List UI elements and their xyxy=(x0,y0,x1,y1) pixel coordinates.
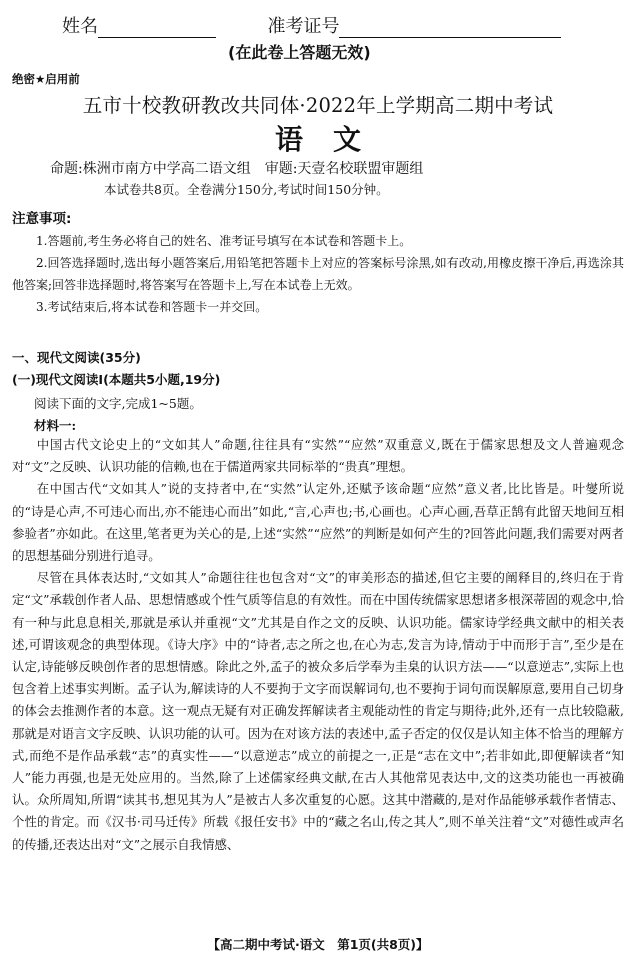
exam-info-line: 本试卷共8页。全卷满分150分,考试时间150分钟。 xyxy=(104,182,389,197)
name-blank xyxy=(98,17,216,38)
confidential-mark: 绝密★启用前 xyxy=(12,72,80,86)
exam-number-label: 准考证号 xyxy=(267,16,340,37)
note-item-1: 1.答题前,考生务必将自己的姓名、准考证号填写在本试卷和答题卡上。 xyxy=(36,234,412,248)
passage-paragraph-1: 中国古代文论史上的“文如其人”命题,往往具有“实然”“应然”双重意义,既在于儒家思想及文人普遍观念对“文”之反映、认识功能的信赖,也在于儒道两家共同标举的“贵真”理想。 xyxy=(12,437,624,475)
passage-paragraph-2: 在中国古代“文如其人”说的支持者中,在“实然”认定外,还赋予该命题“应然”意义者,比比皆是。叶燮所说的“诗是心声,不可违心而出,亦不能违心而出”如此,“言,心声也;书,心画也。心声心画,吾草正鹄有此留天地间互相参验者”亦如此。在这里,笔者更为关心的是,上述“实然”“应然”的判断是如何产生的?回答此问题,我们需要对两者的思想基础分别进行追寻。 xyxy=(12,481,624,564)
section-title: 一、现代文阅读(35分) xyxy=(12,350,141,365)
reading-instruction: 阅读下面的文字,完成1~5题。 xyxy=(34,396,202,411)
passage-paragraph-3: 尽管在具体表达时,“文如其人”命题往往也包含对“文”的审美形态的描述,但它主要的阐释目的,终归在于肯定“文”承载创作者人品、思想情感或个性气质等信息的有效性。而在中国传统儒家思想诸多根深蒂固的观念中,恰有一种与此息息相关,那就是承认并重视“文”尤其是自作之文的反映、认识功能。儒家诗学经典文献中的相关表述,可谓该观念的典型体现。《诗大序》中的“诗者,志之所之也,在心为志,发言为诗,情动于中而形于言”,至少是在认定,诗能够反映创作者的思想情感。除此之外,孟子的被众多后学奉为圭臬的认识方法——“以意逆志”,实际上也包含着上述事实判断。孟子认为,解读诗的人不要拘于文字而误解词句,也不要拘于词句而误解原意,要用自己切身的体会去推测作者的本意。这一观点无疑有对正确发挥解读者主观能动性的肯定与期待;此外,还有一点比较隐蔽,那就是对语言文字反映、认识功能的认可。因为在对该方法的表述中,孟子否定的仅仅是认知主体不恰当的理解方式,而绝不是作品承载“志”的真实性——“以意逆志”成立的前提之一,正是“志在文中”;若非如此,即便解读者“知人”能力再强,也是无处应用的。当然,除了上述儒家经典文献,在古人其他常见表达中,文的这类功能也一再被确认。众所周知,所谓“读其书,想见其为人”是被古人多次重复的心愿。这其中潜藏的,是对作品能够承载作者情志、个性的肯定。而《汉书·司马迁传》所载《报任安书》中的“藏之名山,传之其人”,则不单关注着“文”对德性或声名的传播,还表达出对“文”之展示自我情感、 xyxy=(12,570,624,852)
page-footer: 【高二期中考试·语文 第1页(共8页)】 xyxy=(207,937,429,952)
authors-line: 命题:株洲市南方中学高二语文组 审题:天壹名校联盟审题组 xyxy=(50,161,424,177)
subsection-title: (一)现代文阅读Ⅰ(本题共5小题,19分) xyxy=(12,372,221,387)
name-label: 姓名 xyxy=(62,16,98,37)
material-label: 材料一: xyxy=(34,418,77,433)
passage-body xyxy=(12,434,624,856)
subject-title: 语文 xyxy=(274,123,391,156)
exam-title: 五市十校教研教改共同体·2022年上学期高二期中考试 xyxy=(82,94,554,117)
notes-heading: 注意事项: xyxy=(12,211,72,227)
note-item-3: 3.考试结束后,将本试卷和答题卡一并交回。 xyxy=(36,300,268,314)
note-item-2: 2.回答选择题时,选出每小题答案后,用铅笔把答题卡上对应的答案标号涂黑,如有改动,用橡皮擦干净后,再选涂其他答案;回答非选择题时,将答案写在答题卡上,写在本试卷上无效。 xyxy=(12,256,624,292)
exam-number-blank xyxy=(339,17,561,38)
candidate-info-row xyxy=(62,12,561,38)
no-answer-notice: (在此卷上答题无效) xyxy=(228,43,371,62)
